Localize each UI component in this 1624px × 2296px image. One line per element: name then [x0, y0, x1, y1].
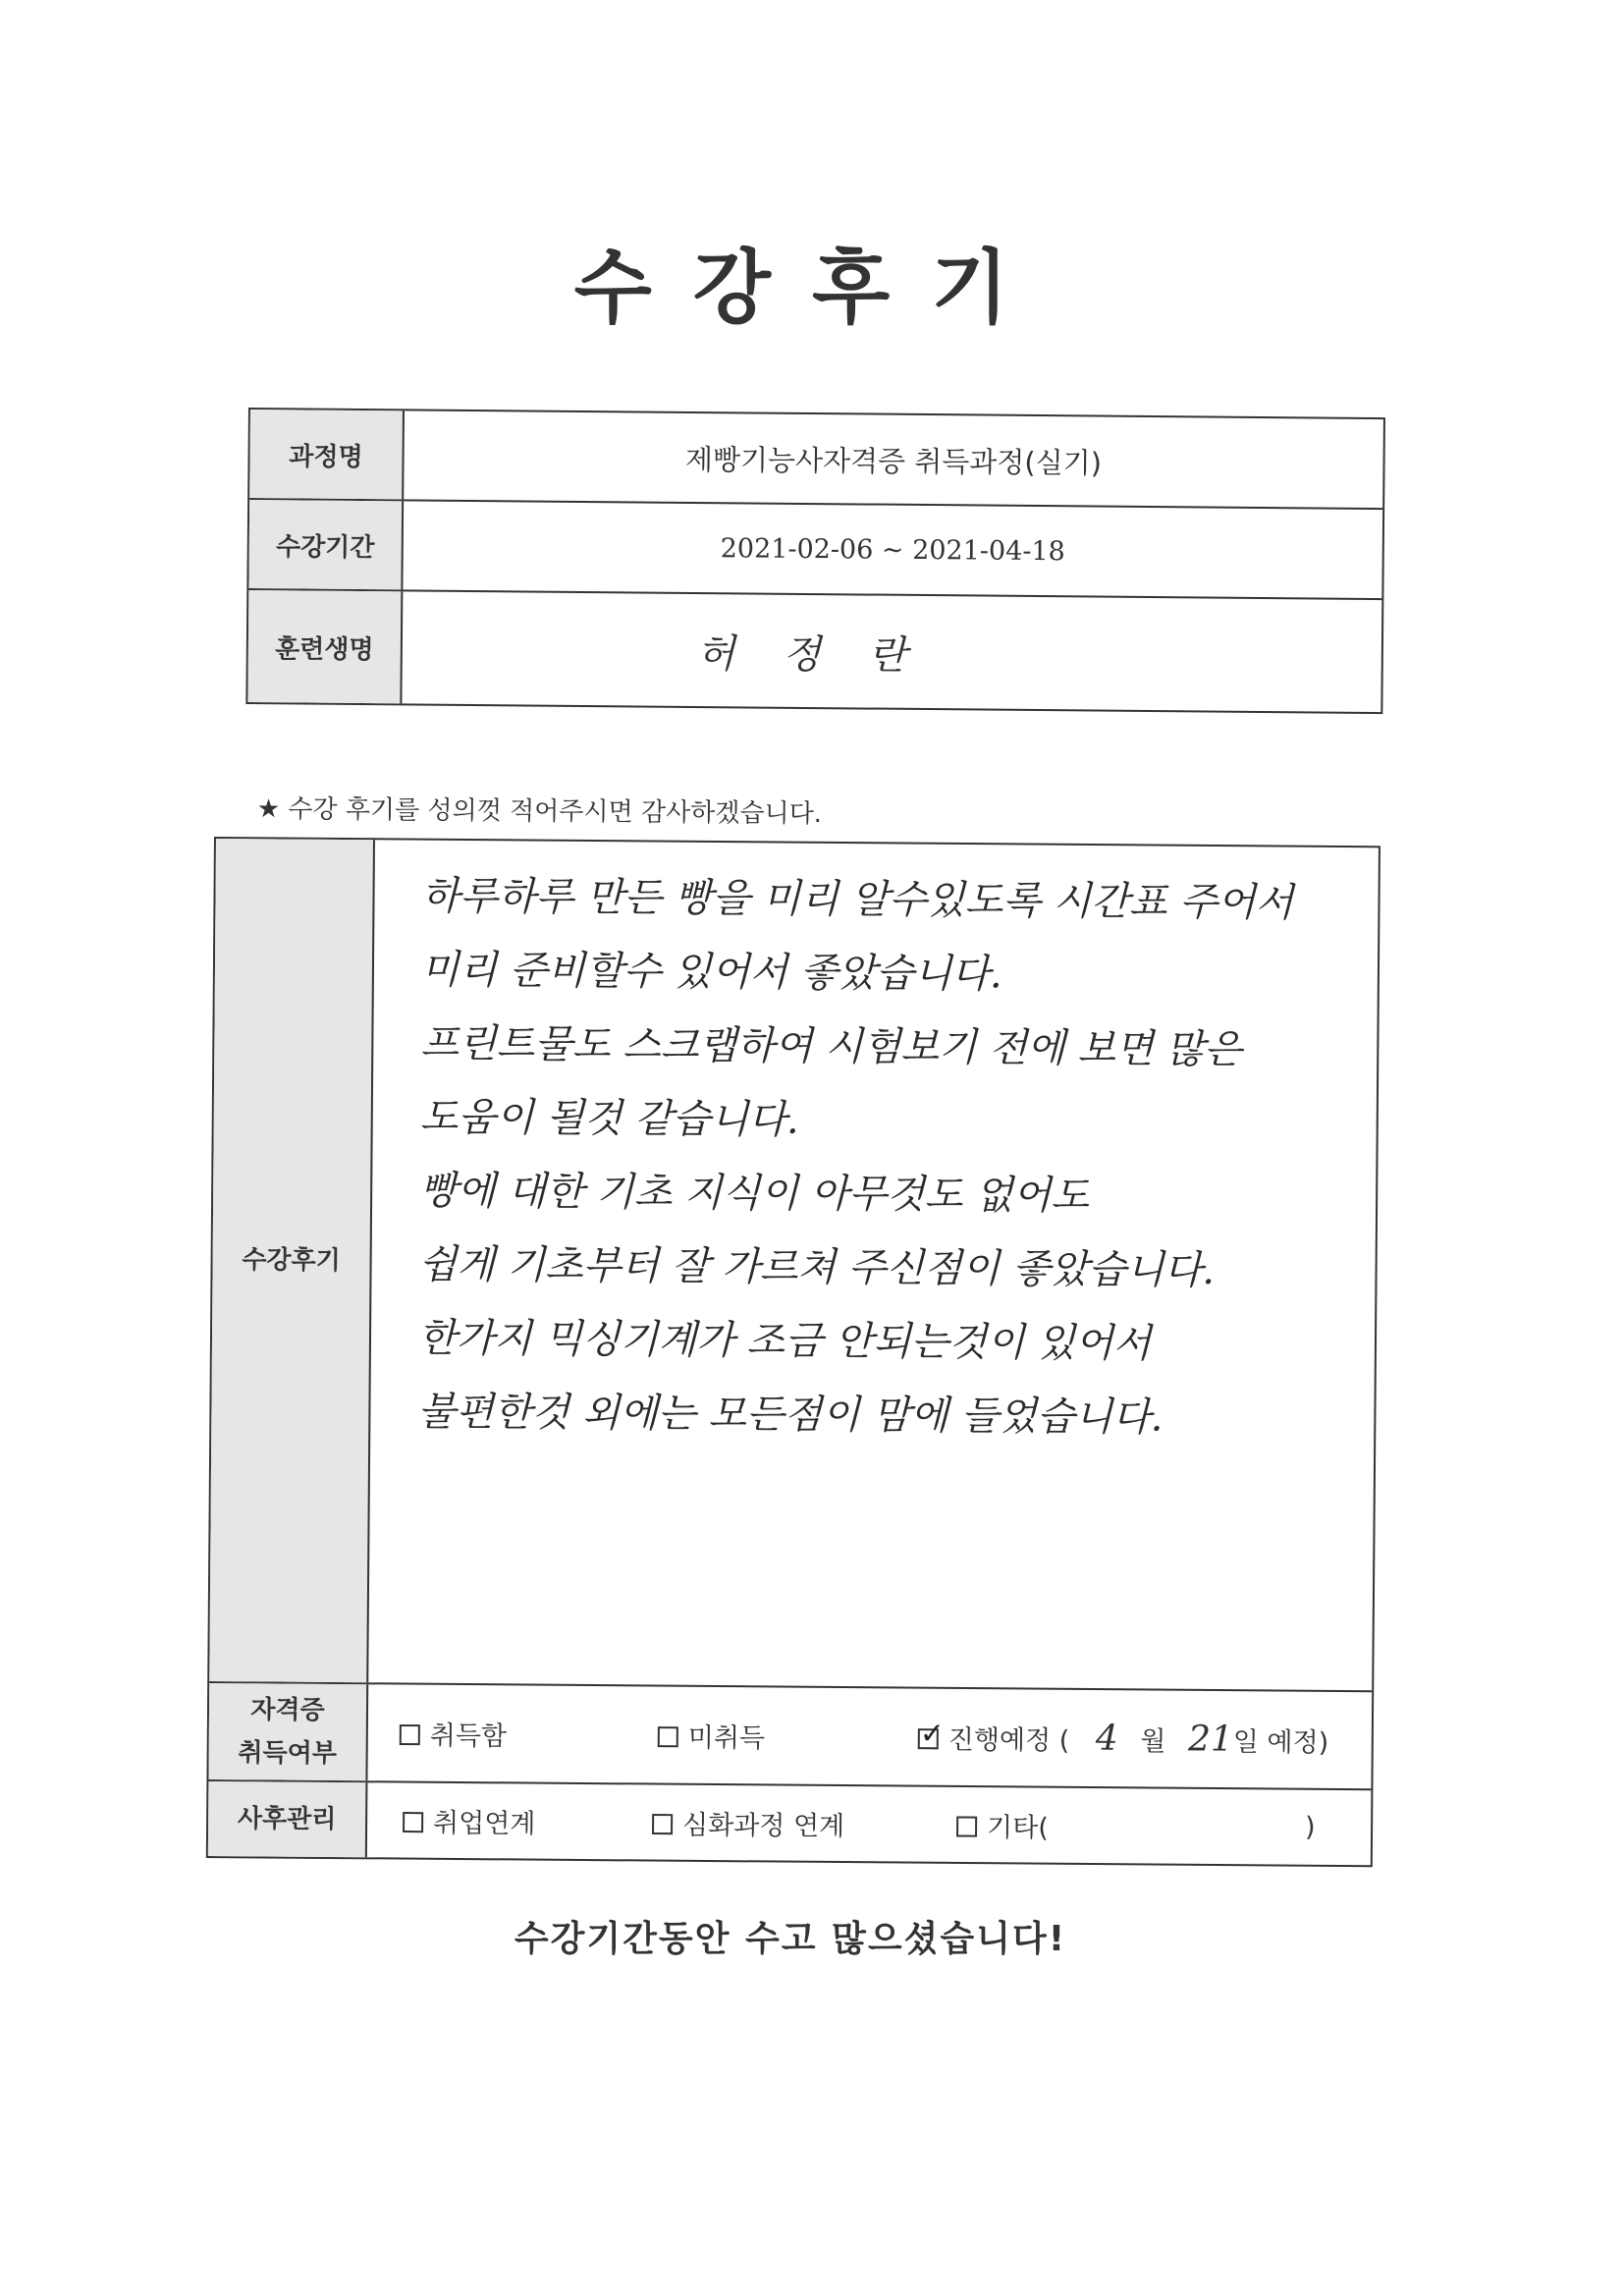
option-other-label: 기타(	[986, 1812, 1049, 1844]
option-acquired[interactable]	[400, 1714, 508, 1753]
certification-label	[208, 1683, 368, 1780]
review-text	[417, 860, 1349, 1456]
option-in-progress-label: 진행예정 (	[947, 1724, 1070, 1757]
course-label: 과정명	[249, 410, 405, 499]
option-employment-label: 취업연계	[432, 1808, 536, 1840]
review-line: 하루하루 만든 빵을 미리 알수있도록 시간표 주어서	[421, 873, 1294, 926]
checkbox-advanced[interactable]	[652, 1814, 673, 1834]
review-label: 수강후기	[209, 839, 375, 1682]
trainee-row	[247, 590, 1381, 712]
review-line: 쉽게 기초부터 잘 가르쳐 주신점이 좋았습니다.	[418, 1241, 1216, 1294]
period-label: 수강기간	[248, 500, 404, 589]
checkbox-acquired[interactable]	[400, 1724, 420, 1745]
option-in-progress[interactable]	[918, 1717, 1329, 1760]
month-value: 4	[1095, 1718, 1118, 1759]
certification-options	[367, 1684, 1372, 1788]
certification-section	[208, 1683, 1372, 1790]
trainee-label: 훈련생명	[247, 590, 403, 703]
review-line: 불편한것 외에는 모든점이 맘에 들었습니다.	[417, 1389, 1164, 1441]
closing-message: 수강기간동안 수고 많으셨습니다!	[514, 1919, 1067, 1959]
checkbox-employment[interactable]	[403, 1812, 423, 1832]
checkbox-not-acquired[interactable]	[658, 1726, 678, 1747]
course-value: 제빵기능사자격증 취득과정(실기)	[684, 442, 1103, 480]
option-not-acquired[interactable]	[658, 1716, 766, 1755]
review-line: 한가지 믹싱기계가 조금 안되는것이 있어서	[417, 1315, 1152, 1367]
review-line: 미리 준비할수 있어서 좋았습니다.	[420, 947, 1002, 998]
course-info-table	[245, 408, 1385, 714]
month-unit: 월	[1140, 1725, 1166, 1758]
trainee-name: 허 정 란	[696, 630, 925, 679]
course-row	[249, 410, 1383, 510]
review-line: 프린트물도 스크랩하여 시험보기 전에 보면 많은	[420, 1020, 1242, 1073]
option-employment[interactable]	[403, 1801, 536, 1840]
option-advanced[interactable]	[652, 1803, 844, 1843]
review-line: 도움이 될것 같습니다.	[419, 1094, 799, 1143]
review-table	[206, 837, 1380, 1867]
option-advanced-label: 심화과정 연계	[681, 1810, 845, 1842]
certification-label-line1: 자격증	[250, 1695, 325, 1725]
option-other[interactable]	[956, 1805, 1049, 1844]
aftercare-label: 사후관리	[208, 1781, 368, 1857]
certification-label-line2: 취득여부	[238, 1738, 338, 1770]
option-acquired-label: 취득함	[429, 1721, 508, 1752]
checkbox-in-progress[interactable]	[918, 1717, 946, 1752]
day-unit: 일 예정)	[1232, 1726, 1329, 1759]
aftercare-options	[367, 1782, 1372, 1865]
checkbox-other[interactable]	[956, 1816, 977, 1836]
period-row	[248, 500, 1382, 600]
option-other-close: )	[1304, 1812, 1316, 1843]
page-title: 수강후기	[573, 242, 1051, 335]
option-not-acquired-label: 미취득	[687, 1722, 766, 1754]
day-value: 21	[1187, 1719, 1234, 1760]
aftercare-section	[208, 1781, 1372, 1865]
period-value: 2021-02-06 ~ 2021-04-18	[720, 532, 1065, 567]
review-body	[368, 840, 1379, 1690]
checkmark-icon: ✓	[919, 1717, 946, 1752]
instruction-note: ★ 수강 후기를 성의껏 적어주시면 감사하겠습니다.	[256, 793, 823, 830]
review-line: 빵에 대한 기초 지식이 아무것도 없어도	[418, 1168, 1090, 1220]
review-section	[209, 839, 1379, 1692]
